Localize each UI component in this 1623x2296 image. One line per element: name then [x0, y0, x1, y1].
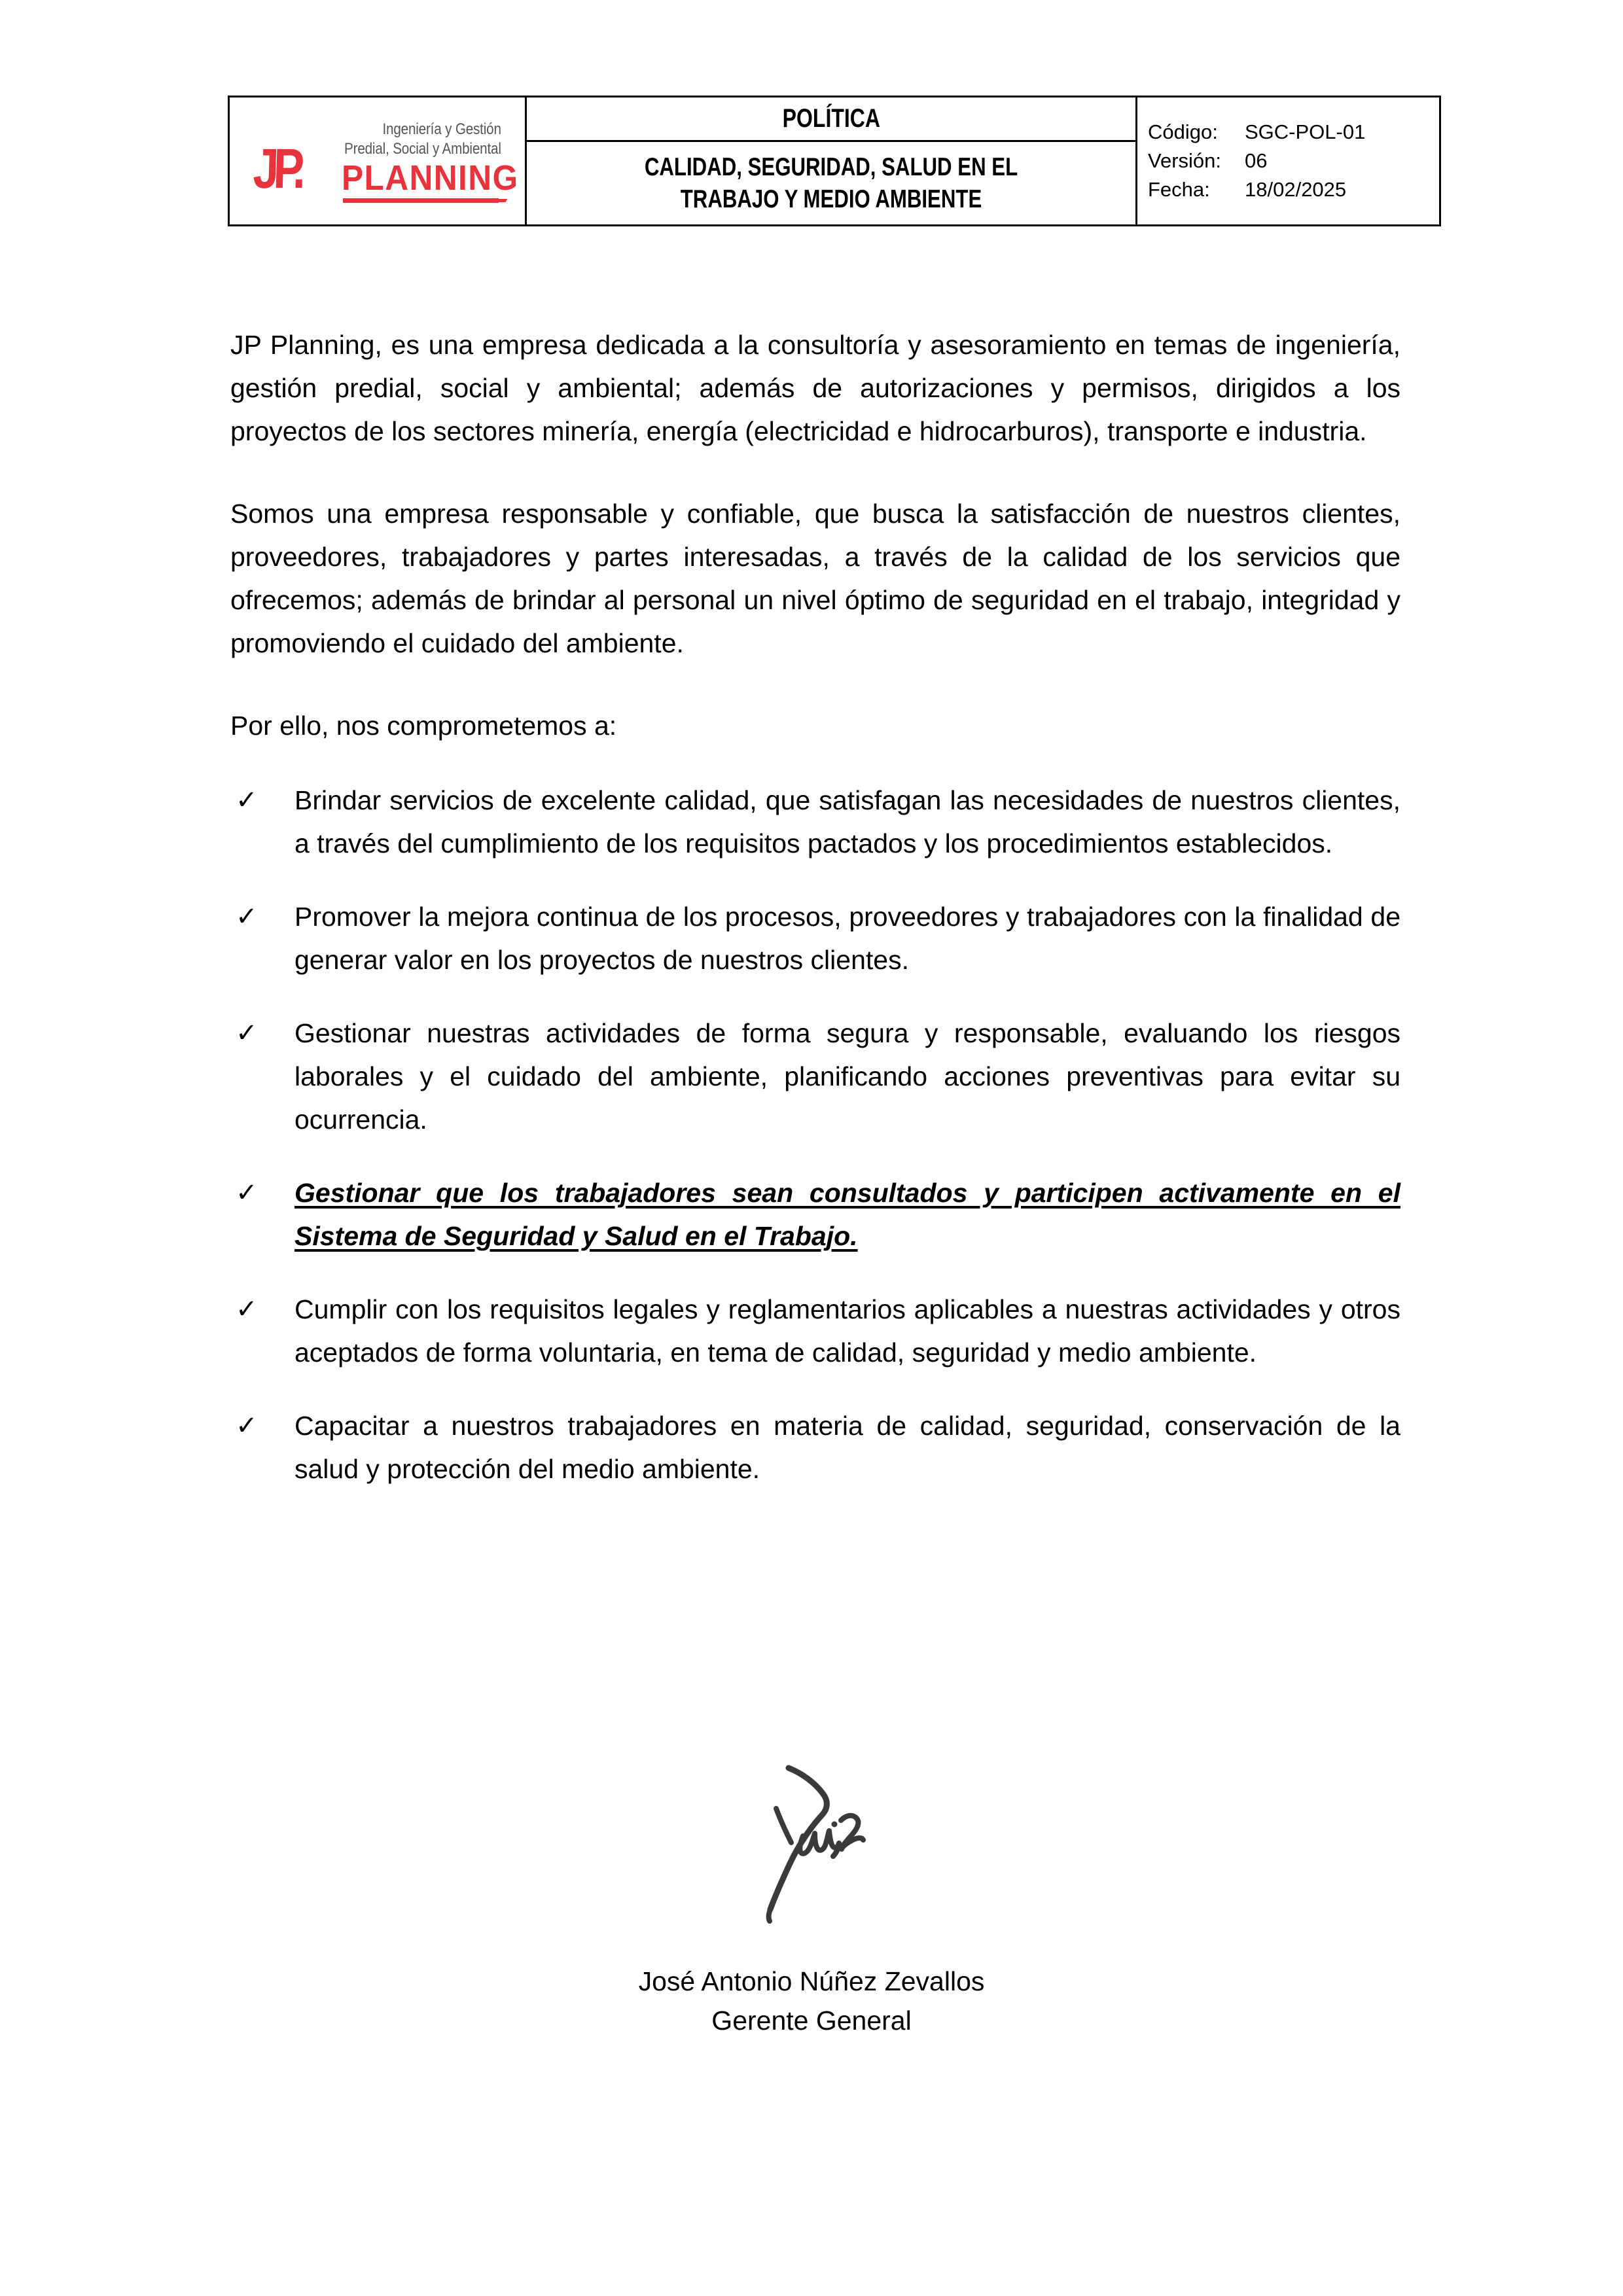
intro-paragraph-2: Somos una empresa responsable y confiable, que busca la satisfacción de nuestros clientes, proveedores, trabajadores y partes interesadas, a través de la calidad de los servicios que ofrecemos; además de brindar al personal un nivel óptimo de seguridad en el trabajo, integridad y promoviendo el cuidado del ambiente.: [230, 499, 1400, 658]
meta-row-codigo: [1148, 118, 1439, 147]
document-header-table: [228, 96, 1441, 226]
commitment-text: Gestionar nuestras actividades de forma segura y responsable, evaluando los riesgos laborales y el cuidado del ambiente, planificando acciones preventivas para evitar su ocurrencia.: [294, 1018, 1400, 1135]
signatory-role: Gerente General: [711, 2005, 912, 2036]
logo-wordmark: PLANNING: [341, 158, 518, 198]
signatory-name: José Antonio Núñez Zevallos: [638, 1966, 985, 1996]
commitments-lead-in: Por ello, nos comprometemos a:: [230, 711, 617, 741]
list-item: [230, 1404, 1400, 1491]
logo-tagline-line1: Ingeniería y Gestión: [382, 120, 501, 138]
meta-label-fecha: Fecha:: [1148, 178, 1210, 201]
commitment-text: Cumplir con los requisitos legales y reglamentarios aplicables a nuestras actividades y otros aceptados de forma voluntaria, en tema de calidad, seguridad y medio ambiente.: [294, 1294, 1400, 1368]
meta-row-version: [1148, 147, 1439, 175]
check-icon: ✓: [236, 1411, 258, 1440]
signature-block: [0, 1727, 1623, 2040]
document-body: [230, 323, 1400, 1521]
header-doc-title: CALIDAD, SEGURIDAD, SALUD EN EL TRABAJO Y MEDIO AMBIENTE: [644, 153, 1018, 214]
intro-paragraph-1: JP Planning, es una empresa dedicada a la consultoría y asesoramiento en temas de ingeniería, gestión predial, social y ambiental; además de autorizaciones y permisos, dirigidos a los proyectos de los sectores minería, energía (electricidad e hidrocarburos), transporte e industria.: [230, 330, 1400, 446]
header-meta-cell: [1137, 97, 1440, 226]
list-item: [230, 895, 1400, 981]
commitment-text: Capacitar a nuestros trabajadores en materia de calidad, seguridad, conservación de la salud y protección del medio ambiente.: [294, 1411, 1400, 1484]
logo-jp-mark: JP.: [251, 137, 301, 200]
check-icon: ✓: [236, 1178, 258, 1207]
meta-label-version: Versión:: [1148, 149, 1222, 172]
handwritten-signature-icon: [704, 1727, 919, 1950]
check-icon: ✓: [236, 1295, 258, 1324]
check-icon: ✓: [236, 902, 258, 931]
list-item: [230, 1288, 1400, 1374]
commitment-text: Promover la mejora continua de los procesos, proveedores y trabajadores con la finalidad de generar valor en los proyectos de nuestros clientes.: [294, 902, 1400, 975]
list-item: [230, 779, 1400, 865]
logo-underline-rule: [343, 198, 499, 203]
commitments-list: [230, 779, 1400, 1491]
commitment-text: Brindar servicios de excelente calidad, que satisfagan las necesidades de nuestros clientes, a través del cumplimiento de los requisitos pactados y los procedimientos establecidos.: [294, 785, 1400, 858]
meta-value-fecha: 18/02/2025: [1245, 178, 1347, 201]
check-icon: ✓: [236, 786, 258, 815]
meta-value-version: 06: [1245, 149, 1268, 172]
header-doc-type-cell: [526, 97, 1137, 141]
list-item-emphasized: [230, 1171, 1400, 1258]
meta-value-codigo: SGC-POL-01: [1245, 120, 1366, 143]
list-item: [230, 1012, 1400, 1141]
commitment-text: Gestionar que los trabajadores sean consultados y participen activamente en el Sistema de Seguridad y Salud en el Trabajo.: [294, 1178, 1400, 1251]
meta-label-codigo: Código:: [1148, 120, 1218, 143]
check-icon: ✓: [236, 1019, 258, 1048]
header-doc-type: POLÍTICA: [782, 104, 880, 133]
logo-tagline: [344, 120, 501, 159]
meta-row-fecha: [1148, 175, 1439, 204]
logo-tagline-line2: Predial, Social y Ambiental: [344, 139, 501, 158]
company-logo: [250, 111, 518, 209]
header-logo-cell: [229, 97, 526, 226]
header-doc-title-cell: [526, 141, 1137, 226]
